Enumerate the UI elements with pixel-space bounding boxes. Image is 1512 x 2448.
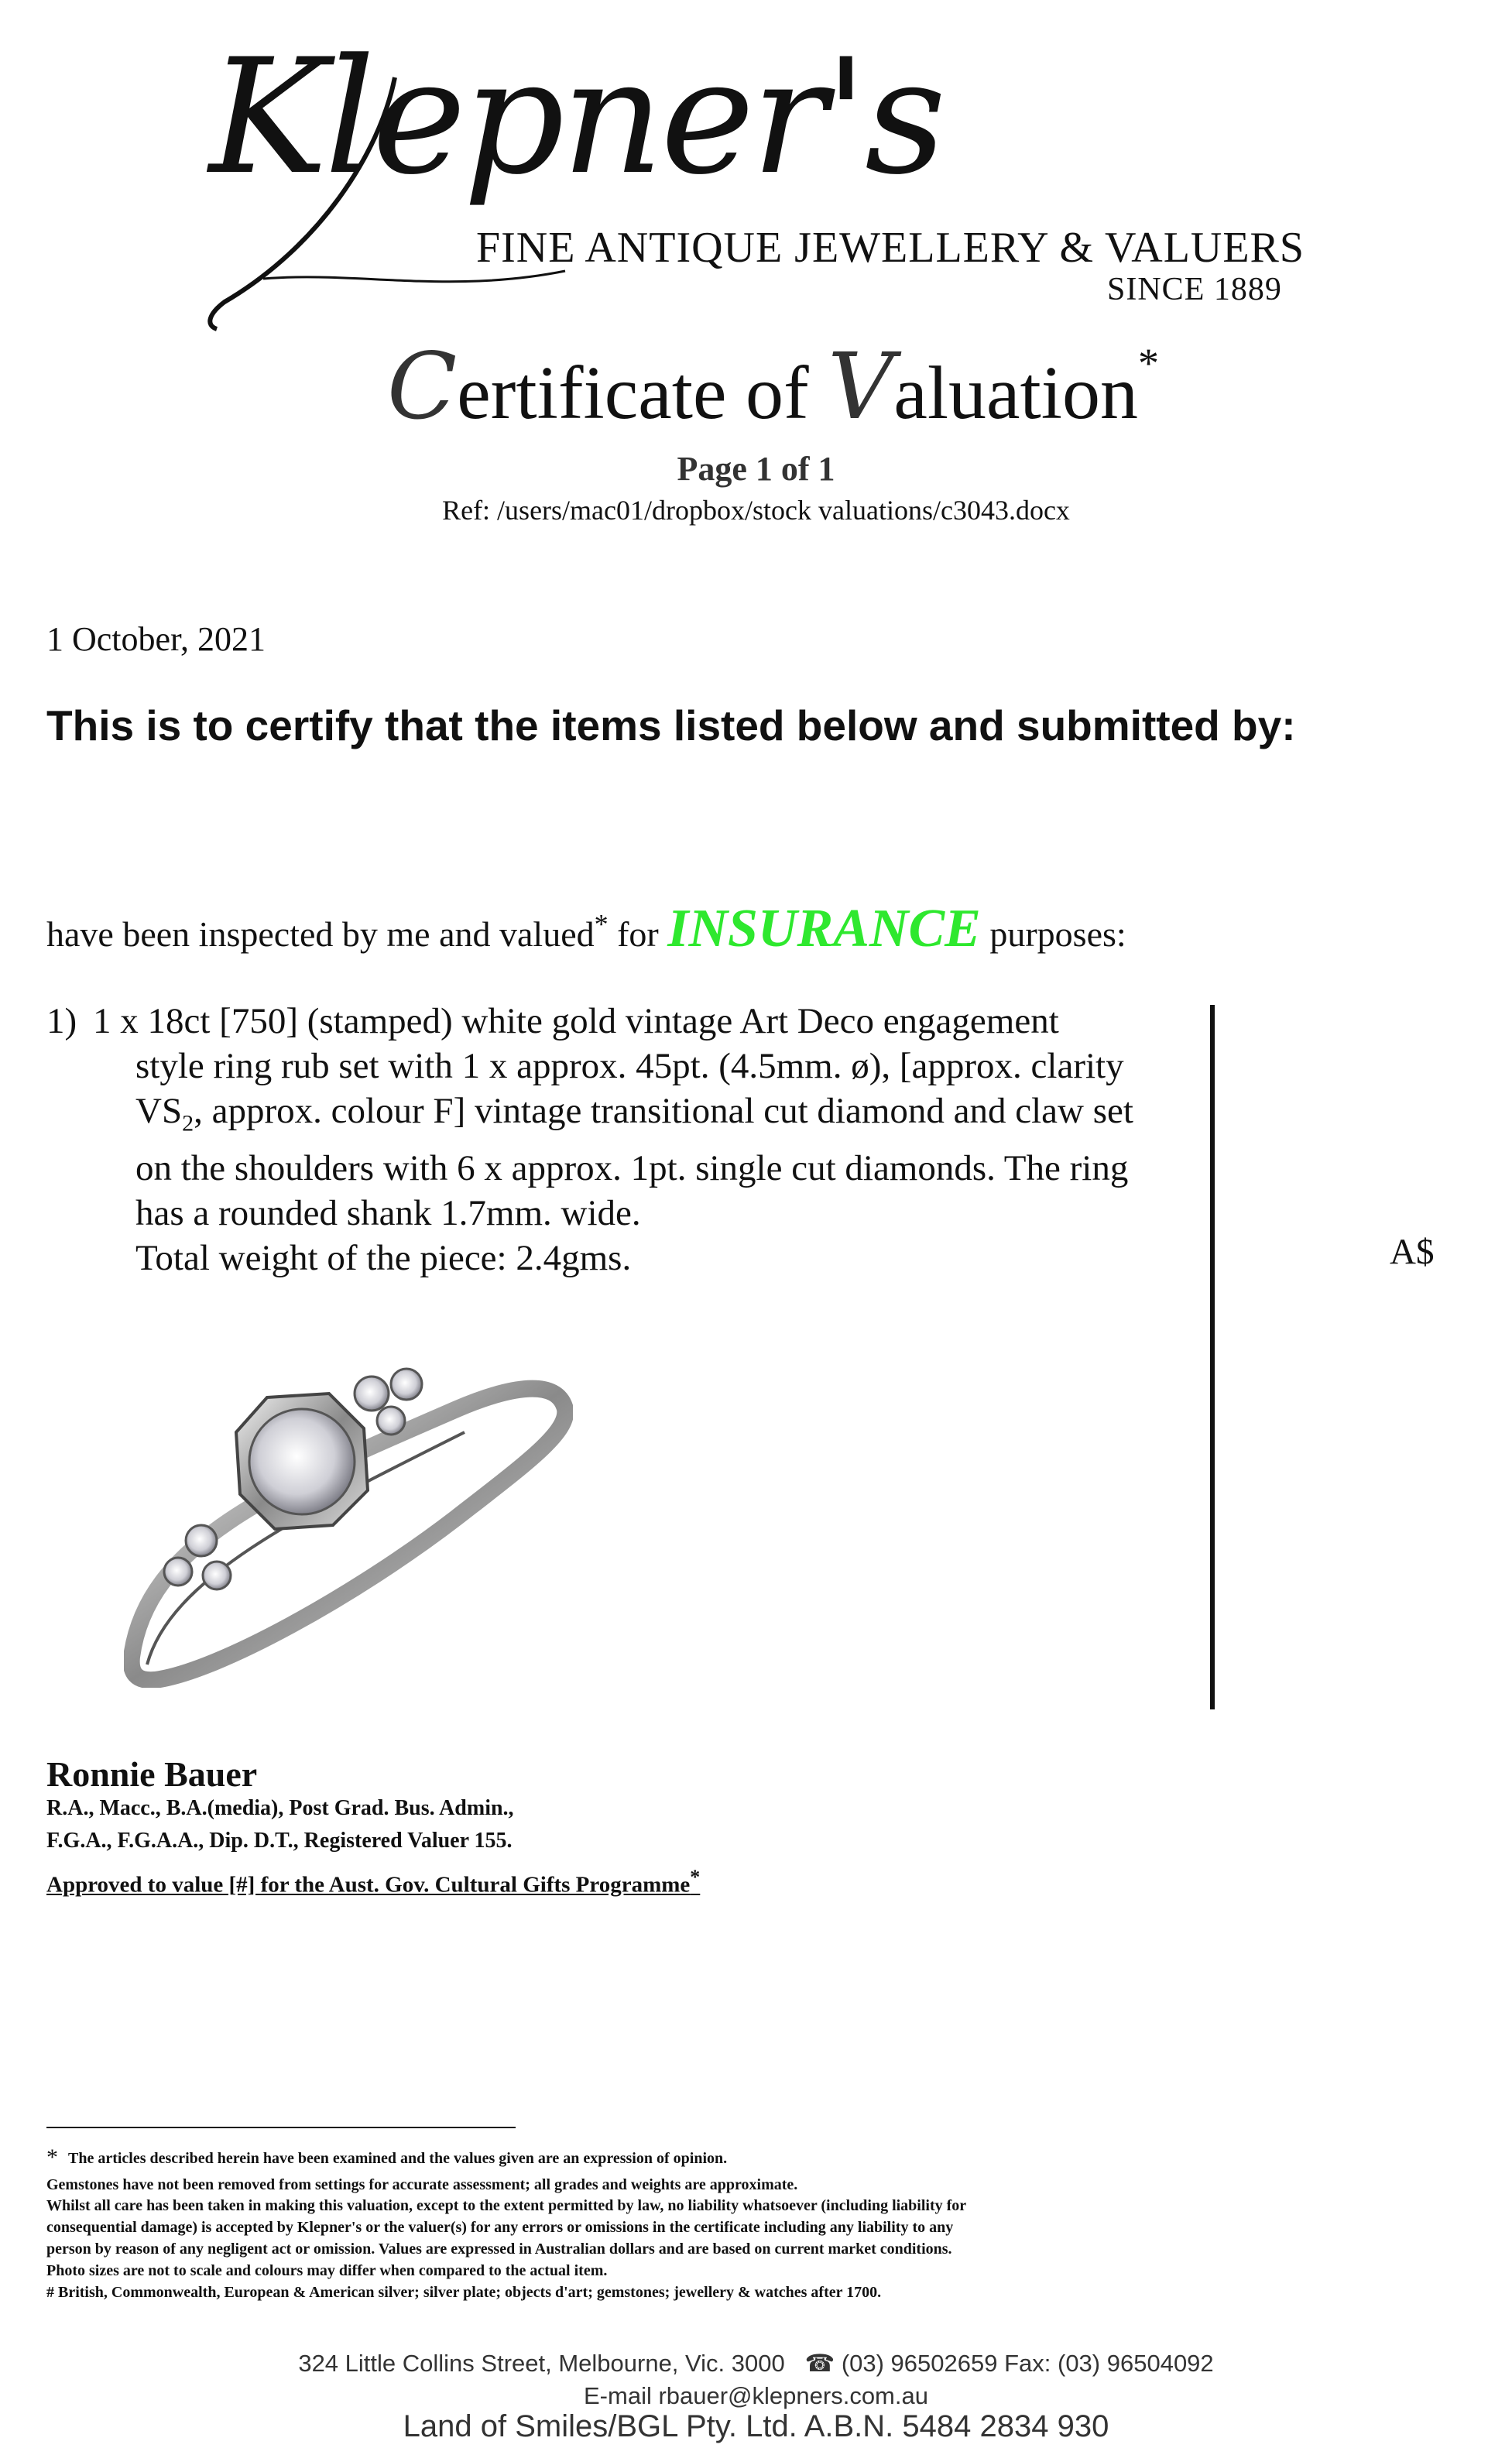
inspected-suffix: purposes: <box>980 914 1126 954</box>
item-line-4: on the shoulders with 6 x approx. 1pt. single cut diamonds. The ring <box>135 1148 1129 1189</box>
logo-script: Klepner's <box>209 26 944 210</box>
footnote-separator <box>46 2127 516 2128</box>
item-line-3-rest: , approx. colour F] vintage transitional cut diamond and claw set <box>194 1091 1133 1131</box>
footnote-asterisk: * <box>46 2145 58 2170</box>
certificate-date: 1 October, 2021 <box>46 620 266 658</box>
disclaimer-line-2: Gemstones have not been removed from settings for accurate assessment; all grades and weights are approximate. <box>46 2176 798 2193</box>
title-initial-c: C <box>387 333 458 440</box>
logo-since: SINCE 1889 <box>1107 272 1282 307</box>
item-line-2: style ring rub set with 1 x approx. 45pt. (4.5mm. ø), [approx. clarity <box>135 1046 1124 1086</box>
phone-icon: ☎ <box>804 2350 835 2377</box>
valuer-credentials-2: F.G.A., F.G.A.A., Dip. D.T., Registered Valuer 155. <box>46 1829 513 1853</box>
disclaimer-line-7: # British, Commonwealth, European & American silver; silver plate; objects d'art; gemstones; jewellery & watches after 1700. <box>46 2284 882 2301</box>
clarity-grade: VS <box>135 1091 183 1131</box>
title-part-2: aluation <box>893 351 1139 435</box>
street-address: 324 Little Collins Street, Melbourne, Vic. 3000 <box>298 2350 785 2377</box>
item-line-3 <box>93 1089 1208 1146</box>
item-line-5: has a rounded shank 1.7mm. wide. <box>135 1193 641 1234</box>
page-number: Page 1 of 1 <box>677 450 835 488</box>
phone-fax: (03) 96502659 Fax: (03) 96504092 <box>835 2350 1214 2377</box>
certify-statement: This is to certify that the items listed below and submitted by: <box>46 701 1296 749</box>
purpose-insurance: INSURANCE <box>667 899 981 958</box>
disclaimer-line-4: consequential damage) is accepted by Klepner's or the valuer(s) for any errors or omissions in the certificate including any liability to any <box>46 2219 954 2236</box>
contact-address-line <box>0 2350 1512 2378</box>
logo-subtitle: FINE ANTIQUE JEWELLERY & VALUERS <box>476 224 1305 272</box>
value-column-divider <box>1210 1005 1215 1709</box>
title-part-1: ertificate of <box>457 351 828 435</box>
item-line-6: Total weight of the piece: 2.4gms. <box>135 1238 632 1279</box>
valuer-name: Ronnie Bauer <box>46 1754 258 1794</box>
value-currency: A$ <box>1390 1232 1435 1272</box>
title-initial-v: V <box>828 333 894 440</box>
inspected-for: for <box>608 914 668 954</box>
company-abn: Land of Smiles/BGL Pty. Ltd. A.B.N. 5484 2834 930 <box>403 2409 1109 2443</box>
inspected-prefix: have been inspected by me and valued <box>46 914 595 954</box>
item-line-1: 1 x 18ct [750] (stamped) white gold vintage Art Deco engagement <box>93 1001 1059 1041</box>
approved-asterisk: * <box>690 1866 701 1888</box>
certificate-title <box>387 333 1161 440</box>
approved-text: Approved to value [#] for the Aust. Gov. Cultural Gifts Programme <box>46 1872 691 1898</box>
reference-path: Ref: /users/mac01/dropbox/stock valuations/c3043.docx <box>442 495 1070 526</box>
title-asterisk: * <box>1138 340 1160 386</box>
contact-email: E-mail rbauer@klepners.com.au <box>584 2382 928 2409</box>
clarity-subscript: 2 <box>182 1110 194 1137</box>
valued-asterisk: * <box>594 908 609 940</box>
inspected-statement <box>46 898 1126 960</box>
item-number: 1) <box>46 1001 77 1041</box>
disclaimer-line-3: Whilst all care has been taken in making this valuation, except to the extent permitted by law, no liability whatsoever (including liability for <box>46 2197 967 2214</box>
approved-statement <box>46 1866 700 1898</box>
logo-swash-icon <box>201 46 635 341</box>
disclaimer-line-5: person by reason of any negligent act or omission. Values are expressed in Australian dollars and are based on current market conditions. <box>46 2241 952 2258</box>
disclaimer-line-1: The articles described herein have been examined and the values given are an expression of opinion. <box>68 2150 728 2167</box>
disclaimer-line-6: Photo sizes are not to scale and colours may differ when compared to the actual item. <box>46 2262 608 2279</box>
valuer-credentials-1: R.A., Macc., B.A.(media), Post Grad. Bus. Admin., <box>46 1796 514 1820</box>
ring-photo <box>124 1347 573 1688</box>
